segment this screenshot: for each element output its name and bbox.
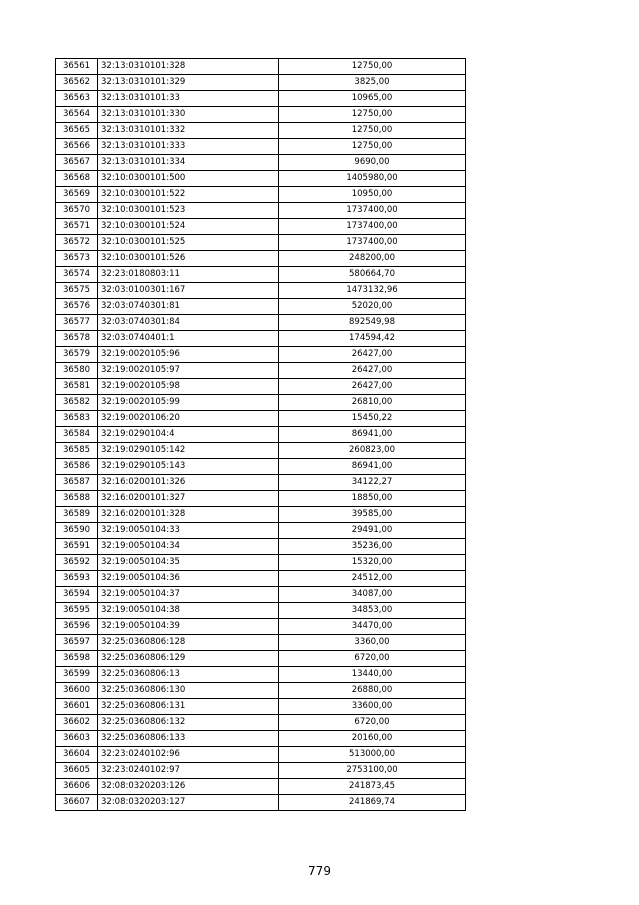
value-cell: 260823,00 xyxy=(279,443,466,459)
table-row xyxy=(56,347,466,363)
cadastral-number-cell: 32:19:0050104:39 xyxy=(98,619,279,635)
row-number-cell: 36583 xyxy=(56,411,98,427)
row-number-cell: 36595 xyxy=(56,603,98,619)
value-cell: 26427,00 xyxy=(279,347,466,363)
value-cell: 10950,00 xyxy=(279,187,466,203)
value-cell: 15320,00 xyxy=(279,555,466,571)
table-row xyxy=(56,619,466,635)
value-cell: 248200,00 xyxy=(279,251,466,267)
value-cell: 580664,70 xyxy=(279,267,466,283)
table-row xyxy=(56,251,466,267)
cadastral-number-cell: 32:25:0360806:128 xyxy=(98,635,279,651)
cadastral-number-cell: 32:10:0300101:523 xyxy=(98,203,279,219)
row-number-cell: 36604 xyxy=(56,747,98,763)
value-cell: 13440,00 xyxy=(279,667,466,683)
table-row xyxy=(56,379,466,395)
value-cell: 1737400,00 xyxy=(279,203,466,219)
cadastral-number-cell: 32:08:0320203:126 xyxy=(98,779,279,795)
row-number-cell: 36582 xyxy=(56,395,98,411)
value-cell: 33600,00 xyxy=(279,699,466,715)
row-number-cell: 36566 xyxy=(56,139,98,155)
cadastral-number-cell: 32:10:0300101:522 xyxy=(98,187,279,203)
cadastral-number-cell: 32:25:0360806:13 xyxy=(98,667,279,683)
cadastral-number-cell: 32:03:0100301:167 xyxy=(98,283,279,299)
cadastral-number-cell: 32:16:0200101:328 xyxy=(98,507,279,523)
row-number-cell: 36600 xyxy=(56,683,98,699)
value-cell: 513000,00 xyxy=(279,747,466,763)
row-number-cell: 36579 xyxy=(56,347,98,363)
cadastral-number-cell: 32:10:0300101:524 xyxy=(98,219,279,235)
value-cell: 2753100,00 xyxy=(279,763,466,779)
table-row xyxy=(56,683,466,699)
table-row xyxy=(56,59,466,75)
page-number: 779 xyxy=(308,864,331,878)
row-number-cell: 36591 xyxy=(56,539,98,555)
table-row xyxy=(56,123,466,139)
row-number-cell: 36590 xyxy=(56,523,98,539)
cadastral-number-cell: 32:25:0360806:131 xyxy=(98,699,279,715)
cadastral-number-cell: 32:19:0290104:4 xyxy=(98,427,279,443)
value-cell: 35236,00 xyxy=(279,539,466,555)
cadastral-number-cell: 32:19:0050104:38 xyxy=(98,603,279,619)
table-row xyxy=(56,763,466,779)
table-row xyxy=(56,411,466,427)
value-cell: 12750,00 xyxy=(279,123,466,139)
table-row xyxy=(56,507,466,523)
row-number-cell: 36598 xyxy=(56,651,98,667)
cadastral-number-cell: 32:19:0020106:20 xyxy=(98,411,279,427)
value-cell: 12750,00 xyxy=(279,107,466,123)
table-row xyxy=(56,747,466,763)
row-number-cell: 36597 xyxy=(56,635,98,651)
value-cell: 892549,98 xyxy=(279,315,466,331)
cadastral-number-cell: 32:16:0200101:326 xyxy=(98,475,279,491)
cadastral-number-cell: 32:03:0740301:84 xyxy=(98,315,279,331)
cadastral-number-cell: 32:19:0020105:96 xyxy=(98,347,279,363)
cadastral-value-table xyxy=(55,58,466,811)
table-row xyxy=(56,267,466,283)
table-row xyxy=(56,171,466,187)
row-number-cell: 36593 xyxy=(56,571,98,587)
row-number-cell: 36571 xyxy=(56,219,98,235)
value-cell: 241869,74 xyxy=(279,795,466,811)
value-cell: 3360,00 xyxy=(279,635,466,651)
table-row xyxy=(56,475,466,491)
cadastral-number-cell: 32:19:0020105:97 xyxy=(98,363,279,379)
cadastral-number-cell: 32:23:0240102:96 xyxy=(98,747,279,763)
value-cell: 1737400,00 xyxy=(279,235,466,251)
row-number-cell: 36577 xyxy=(56,315,98,331)
cadastral-number-cell: 32:19:0020105:98 xyxy=(98,379,279,395)
table-row xyxy=(56,491,466,507)
cadastral-number-cell: 32:25:0360806:129 xyxy=(98,651,279,667)
value-cell: 34853,00 xyxy=(279,603,466,619)
cadastral-number-cell: 32:23:0240102:97 xyxy=(98,763,279,779)
table-row xyxy=(56,699,466,715)
row-number-cell: 36606 xyxy=(56,779,98,795)
table-row xyxy=(56,363,466,379)
row-number-cell: 36592 xyxy=(56,555,98,571)
value-cell: 12750,00 xyxy=(279,59,466,75)
cadastral-number-cell: 32:19:0050104:35 xyxy=(98,555,279,571)
table-row xyxy=(56,235,466,251)
value-cell: 18850,00 xyxy=(279,491,466,507)
value-cell: 24512,00 xyxy=(279,571,466,587)
table-row xyxy=(56,571,466,587)
row-number-cell: 36574 xyxy=(56,267,98,283)
table-row xyxy=(56,75,466,91)
row-number-cell: 36562 xyxy=(56,75,98,91)
table-row xyxy=(56,587,466,603)
row-number-cell: 36603 xyxy=(56,731,98,747)
table-row xyxy=(56,91,466,107)
row-number-cell: 36607 xyxy=(56,795,98,811)
table-row xyxy=(56,651,466,667)
cadastral-number-cell: 32:10:0300101:526 xyxy=(98,251,279,267)
table-row xyxy=(56,603,466,619)
cadastral-number-cell: 32:13:0310101:332 xyxy=(98,123,279,139)
value-cell: 6720,00 xyxy=(279,715,466,731)
value-cell: 26810,00 xyxy=(279,395,466,411)
value-cell: 3825,00 xyxy=(279,75,466,91)
value-cell: 26427,00 xyxy=(279,379,466,395)
table-row xyxy=(56,523,466,539)
table-row xyxy=(56,203,466,219)
row-number-cell: 36589 xyxy=(56,507,98,523)
row-number-cell: 36605 xyxy=(56,763,98,779)
cadastral-number-cell: 32:19:0290105:143 xyxy=(98,459,279,475)
row-number-cell: 36588 xyxy=(56,491,98,507)
table-row xyxy=(56,331,466,347)
table-row xyxy=(56,555,466,571)
cadastral-number-cell: 32:19:0290105:142 xyxy=(98,443,279,459)
table-row xyxy=(56,779,466,795)
value-cell: 241873,45 xyxy=(279,779,466,795)
table-row xyxy=(56,283,466,299)
cadastral-number-cell: 32:19:0050104:37 xyxy=(98,587,279,603)
row-number-cell: 36587 xyxy=(56,475,98,491)
row-number-cell: 36599 xyxy=(56,667,98,683)
row-number-cell: 36570 xyxy=(56,203,98,219)
row-number-cell: 36586 xyxy=(56,459,98,475)
table-row xyxy=(56,667,466,683)
cadastral-number-cell: 32:13:0310101:334 xyxy=(98,155,279,171)
cadastral-number-cell: 32:19:0050104:34 xyxy=(98,539,279,555)
row-number-cell: 36563 xyxy=(56,91,98,107)
table-row xyxy=(56,731,466,747)
value-cell: 34122,27 xyxy=(279,475,466,491)
cadastral-number-cell: 32:13:0310101:333 xyxy=(98,139,279,155)
cadastral-number-cell: 32:25:0360806:133 xyxy=(98,731,279,747)
value-cell: 1405980,00 xyxy=(279,171,466,187)
table-row xyxy=(56,315,466,331)
row-number-cell: 36585 xyxy=(56,443,98,459)
cadastral-number-cell: 32:19:0050104:36 xyxy=(98,571,279,587)
row-number-cell: 36601 xyxy=(56,699,98,715)
cadastral-number-cell: 32:19:0020105:99 xyxy=(98,395,279,411)
cadastral-number-cell: 32:13:0310101:330 xyxy=(98,107,279,123)
row-number-cell: 36594 xyxy=(56,587,98,603)
row-number-cell: 36578 xyxy=(56,331,98,347)
value-cell: 9690,00 xyxy=(279,155,466,171)
row-number-cell: 36573 xyxy=(56,251,98,267)
value-cell: 20160,00 xyxy=(279,731,466,747)
row-number-cell: 36567 xyxy=(56,155,98,171)
table-row xyxy=(56,299,466,315)
value-cell: 1473132,96 xyxy=(279,283,466,299)
table-row xyxy=(56,539,466,555)
cadastral-number-cell: 32:10:0300101:525 xyxy=(98,235,279,251)
cadastral-number-cell: 32:08:0320203:127 xyxy=(98,795,279,811)
value-cell: 10965,00 xyxy=(279,91,466,107)
row-number-cell: 36580 xyxy=(56,363,98,379)
cadastral-number-cell: 32:19:0050104:33 xyxy=(98,523,279,539)
row-number-cell: 36581 xyxy=(56,379,98,395)
row-number-cell: 36565 xyxy=(56,123,98,139)
value-cell: 34470,00 xyxy=(279,619,466,635)
table-row xyxy=(56,107,466,123)
table-body xyxy=(56,59,466,811)
table-row xyxy=(56,139,466,155)
cadastral-number-cell: 32:25:0360806:132 xyxy=(98,715,279,731)
cadastral-number-cell: 32:03:0740301:81 xyxy=(98,299,279,315)
table-row xyxy=(56,395,466,411)
value-cell: 6720,00 xyxy=(279,651,466,667)
table-row xyxy=(56,635,466,651)
cadastral-number-cell: 32:25:0360806:130 xyxy=(98,683,279,699)
value-cell: 26880,00 xyxy=(279,683,466,699)
row-number-cell: 36575 xyxy=(56,283,98,299)
table-row xyxy=(56,219,466,235)
row-number-cell: 36596 xyxy=(56,619,98,635)
value-cell: 29491,00 xyxy=(279,523,466,539)
table-row xyxy=(56,427,466,443)
row-number-cell: 36576 xyxy=(56,299,98,315)
cadastral-number-cell: 32:23:0180803:11 xyxy=(98,267,279,283)
value-cell: 174594,42 xyxy=(279,331,466,347)
row-number-cell: 36584 xyxy=(56,427,98,443)
table-row xyxy=(56,715,466,731)
value-cell: 15450,22 xyxy=(279,411,466,427)
table-row xyxy=(56,443,466,459)
value-cell: 34087,00 xyxy=(279,587,466,603)
row-number-cell: 36561 xyxy=(56,59,98,75)
cadastral-number-cell: 32:13:0310101:329 xyxy=(98,75,279,91)
value-cell: 12750,00 xyxy=(279,139,466,155)
row-number-cell: 36602 xyxy=(56,715,98,731)
value-cell: 52020,00 xyxy=(279,299,466,315)
row-number-cell: 36564 xyxy=(56,107,98,123)
value-cell: 86941,00 xyxy=(279,427,466,443)
cadastral-number-cell: 32:10:0300101:500 xyxy=(98,171,279,187)
table-row xyxy=(56,459,466,475)
table-row xyxy=(56,795,466,811)
table-row xyxy=(56,155,466,171)
cadastral-number-cell: 32:03:0740401:1 xyxy=(98,331,279,347)
value-cell: 26427,00 xyxy=(279,363,466,379)
row-number-cell: 36569 xyxy=(56,187,98,203)
table-row xyxy=(56,187,466,203)
value-cell: 39585,00 xyxy=(279,507,466,523)
cadastral-number-cell: 32:13:0310101:33 xyxy=(98,91,279,107)
row-number-cell: 36568 xyxy=(56,171,98,187)
row-number-cell: 36572 xyxy=(56,235,98,251)
cadastral-number-cell: 32:16:0200101:327 xyxy=(98,491,279,507)
cadastral-number-cell: 32:13:0310101:328 xyxy=(98,59,279,75)
value-cell: 86941,00 xyxy=(279,459,466,475)
value-cell: 1737400,00 xyxy=(279,219,466,235)
